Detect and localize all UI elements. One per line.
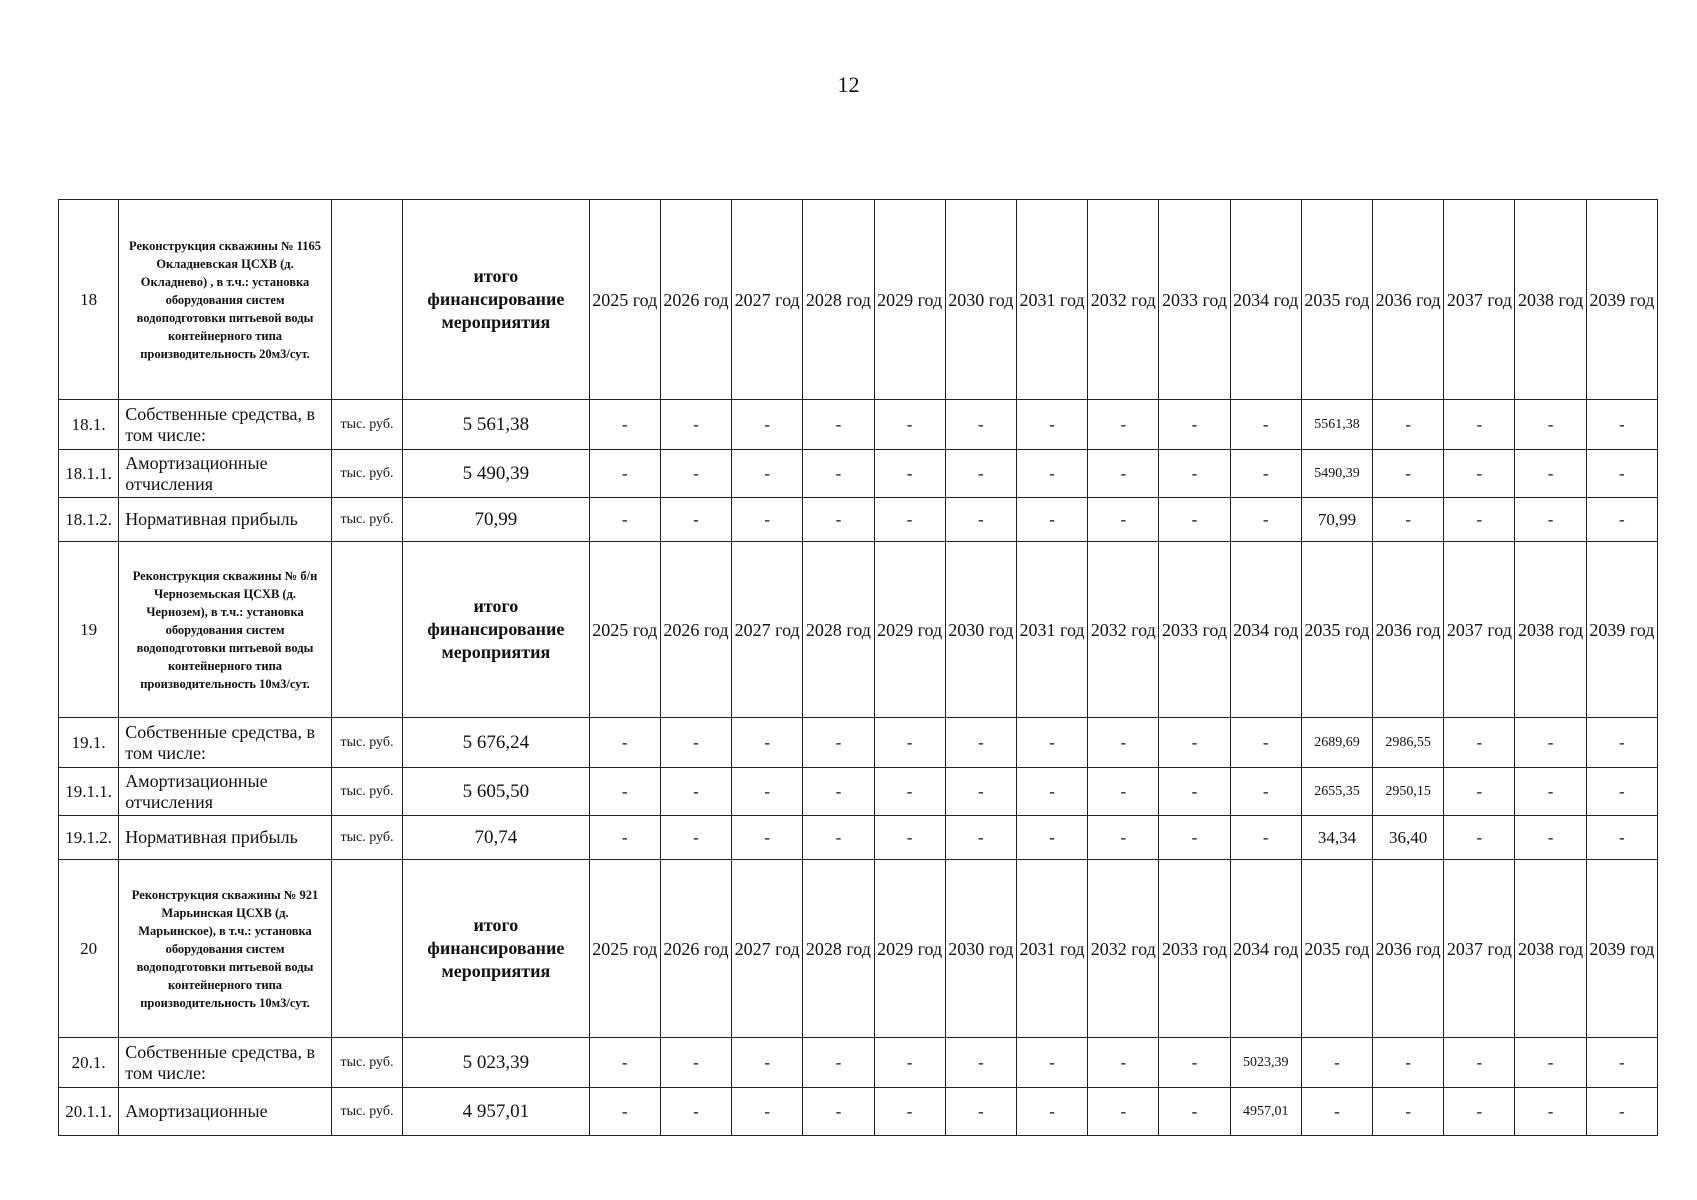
year-value: - (732, 768, 803, 816)
year-header: 2027 год (732, 542, 803, 718)
year-value: - (732, 816, 803, 860)
year-value: - (589, 400, 660, 450)
row-total: 5 561,38 (403, 400, 590, 450)
year-value: - (1444, 718, 1515, 768)
row-total: 70,74 (403, 816, 590, 860)
year-header: 2039 год (1586, 200, 1657, 400)
year-value: - (874, 1088, 945, 1136)
year-header: 2027 год (732, 200, 803, 400)
year-header: 2037 год (1444, 200, 1515, 400)
year-header: 2031 год (1016, 200, 1087, 400)
year-value: - (803, 498, 874, 542)
year-header: 2036 год (1373, 200, 1444, 400)
year-value: - (803, 450, 874, 498)
year-value: - (1515, 400, 1586, 450)
year-value: - (1515, 1088, 1586, 1136)
row-unit: тыс. руб. (331, 400, 402, 450)
year-value: - (1373, 1088, 1444, 1136)
row-number: 20.1. (59, 1038, 119, 1088)
year-value: - (1373, 450, 1444, 498)
year-value: - (803, 816, 874, 860)
year-value: 2655,35 (1301, 768, 1372, 816)
year-value: - (1088, 718, 1159, 768)
year-value: - (1088, 768, 1159, 816)
year-value: - (1586, 400, 1657, 450)
year-value: - (1444, 1088, 1515, 1136)
row-number: 19.1.1. (59, 768, 119, 816)
year-value: - (945, 1038, 1016, 1088)
year-value: - (1016, 450, 1087, 498)
year-value: - (1088, 450, 1159, 498)
row-number: 19.1. (59, 718, 119, 768)
year-value: - (1586, 1038, 1657, 1088)
table-row (59, 498, 1658, 542)
year-header: 2035 год (1301, 200, 1372, 400)
row-name: Собственные средства, в том числе: (119, 718, 332, 768)
row-total: 4 957,01 (403, 1088, 590, 1136)
year-value: - (1088, 1088, 1159, 1136)
year-value: - (1444, 498, 1515, 542)
year-value: - (1159, 816, 1230, 860)
year-header: 2039 год (1586, 542, 1657, 718)
year-header: 2030 год (945, 860, 1016, 1038)
year-value: - (803, 400, 874, 450)
section-title: Реконструкция скважины № 1165 Окладневская ЦСХВ (д. Окладнево) , в т.ч.: установка оборудования систем водоподготовки питьевой воды контейнерного типа производительность 20м3/сут. (119, 200, 332, 400)
section-header-row (59, 542, 1658, 718)
year-value: - (874, 718, 945, 768)
year-value: - (1230, 450, 1301, 498)
year-value: - (732, 400, 803, 450)
year-value: - (1088, 816, 1159, 860)
year-value: 4957,01 (1230, 1088, 1301, 1136)
year-value: - (1088, 498, 1159, 542)
section-number: 20 (59, 860, 119, 1038)
year-value: - (874, 498, 945, 542)
table-body (59, 200, 1658, 1136)
year-value: - (1515, 718, 1586, 768)
year-value: - (660, 498, 731, 542)
year-value: - (1444, 450, 1515, 498)
year-header: 2038 год (1515, 860, 1586, 1038)
year-value: - (945, 1088, 1016, 1136)
year-value: - (803, 718, 874, 768)
year-value: - (589, 450, 660, 498)
year-value: 70,99 (1301, 498, 1372, 542)
year-value: 5561,38 (1301, 400, 1372, 450)
year-value: - (589, 816, 660, 860)
year-header: 2027 год (732, 860, 803, 1038)
year-value: - (945, 718, 1016, 768)
year-value: - (1586, 450, 1657, 498)
year-value: - (803, 768, 874, 816)
year-header: 2028 год (803, 860, 874, 1038)
year-header: 2035 год (1301, 860, 1372, 1038)
unit-cell-empty (331, 200, 402, 400)
year-value: - (660, 400, 731, 450)
year-value: - (1515, 1038, 1586, 1088)
row-unit: тыс. руб. (331, 768, 402, 816)
year-header: 2031 год (1016, 542, 1087, 718)
year-value: - (874, 1038, 945, 1088)
row-unit: тыс. руб. (331, 450, 402, 498)
year-value: - (1301, 1088, 1372, 1136)
table-row (59, 400, 1658, 450)
year-value: - (660, 816, 731, 860)
section-header-row (59, 860, 1658, 1038)
year-value: - (1159, 450, 1230, 498)
year-value: - (1016, 498, 1087, 542)
year-header: 2034 год (1230, 860, 1301, 1038)
year-value: - (1230, 400, 1301, 450)
year-value: - (945, 400, 1016, 450)
row-unit: тыс. руб. (331, 718, 402, 768)
total-label: итого финансирование мероприятия (403, 542, 590, 718)
year-value: - (732, 1038, 803, 1088)
year-value: - (589, 498, 660, 542)
total-label: итого финансирование мероприятия (403, 200, 590, 400)
unit-cell-empty (331, 542, 402, 718)
year-value: - (1515, 450, 1586, 498)
year-value: - (589, 1088, 660, 1136)
row-name: Амортизационные отчисления (119, 450, 332, 498)
year-value: - (589, 768, 660, 816)
year-value: - (1016, 768, 1087, 816)
year-value: - (874, 816, 945, 860)
financing-table-wrap (58, 199, 1658, 1136)
year-header: 2029 год (874, 860, 945, 1038)
year-value: - (1016, 1038, 1087, 1088)
year-value: - (1159, 768, 1230, 816)
year-header: 2026 год (660, 860, 731, 1038)
year-value: - (1159, 1038, 1230, 1088)
year-value: 34,34 (1301, 816, 1372, 860)
year-header: 2034 год (1230, 542, 1301, 718)
row-total: 70,99 (403, 498, 590, 542)
year-value: - (1515, 498, 1586, 542)
year-header: 2030 год (945, 542, 1016, 718)
year-value: - (589, 718, 660, 768)
year-header: 2033 год (1159, 542, 1230, 718)
row-name: Нормативная прибыль (119, 816, 332, 860)
year-value: - (660, 768, 731, 816)
year-value: - (732, 1088, 803, 1136)
year-header: 2025 год (589, 200, 660, 400)
row-number: 20.1.1. (59, 1088, 119, 1136)
year-header: 2025 год (589, 542, 660, 718)
year-value: - (1230, 816, 1301, 860)
total-label: итого финансирование мероприятия (403, 860, 590, 1038)
year-value: - (1515, 768, 1586, 816)
row-unit: тыс. руб. (331, 1038, 402, 1088)
row-name: Амортизационные отчисления (119, 768, 332, 816)
year-header: 2032 год (1088, 860, 1159, 1038)
row-total: 5 605,50 (403, 768, 590, 816)
row-total: 5 490,39 (403, 450, 590, 498)
year-value: - (1016, 816, 1087, 860)
year-header: 2025 год (589, 860, 660, 1038)
year-header: 2029 год (874, 542, 945, 718)
year-value: - (874, 450, 945, 498)
year-value: - (1586, 768, 1657, 816)
year-value: - (732, 450, 803, 498)
row-unit: тыс. руб. (331, 498, 402, 542)
year-value: 2950,15 (1373, 768, 1444, 816)
year-value: - (660, 450, 731, 498)
year-header: 2026 год (660, 200, 731, 400)
section-number: 19 (59, 542, 119, 718)
row-unit: тыс. руб. (331, 1088, 402, 1136)
year-value: 36,40 (1373, 816, 1444, 860)
year-value: - (1159, 1088, 1230, 1136)
year-value: - (1088, 400, 1159, 450)
year-value: - (1444, 768, 1515, 816)
year-value: - (1586, 816, 1657, 860)
year-header: 2034 год (1230, 200, 1301, 400)
table-row (59, 1038, 1658, 1088)
year-header: 2037 год (1444, 860, 1515, 1038)
year-value: - (1301, 1038, 1372, 1088)
row-unit: тыс. руб. (331, 816, 402, 860)
year-value: - (732, 718, 803, 768)
year-value: - (1230, 718, 1301, 768)
table-row (59, 816, 1658, 860)
year-header: 2038 год (1515, 542, 1586, 718)
year-header: 2038 год (1515, 200, 1586, 400)
row-name: Собственные средства, в том числе: (119, 400, 332, 450)
row-name: Собственные средства, в том числе: (119, 1038, 332, 1088)
year-value: - (1444, 1038, 1515, 1088)
year-value: - (1088, 1038, 1159, 1088)
table-row (59, 1088, 1658, 1136)
year-header: 2036 год (1373, 542, 1444, 718)
year-header: 2033 год (1159, 200, 1230, 400)
section-header-row (59, 200, 1658, 400)
year-value: - (660, 718, 731, 768)
row-number: 19.1.2. (59, 816, 119, 860)
year-header: 2035 год (1301, 542, 1372, 718)
financing-table (58, 199, 1658, 1136)
year-value: - (1159, 718, 1230, 768)
year-header: 2032 год (1088, 542, 1159, 718)
year-header: 2037 год (1444, 542, 1515, 718)
section-title: Реконструкция скважины № 921 Марьинская ЦСХВ (д. Марьинское), в т.ч.: установка оборудования систем водоподготовки питьевой воды контейнерного типа производительность 10м3/сут. (119, 860, 332, 1038)
year-header: 2030 год (945, 200, 1016, 400)
year-value: - (660, 1088, 731, 1136)
page-number: 12 (837, 72, 860, 97)
row-name: Нормативная прибыль (119, 498, 332, 542)
year-value: - (1373, 400, 1444, 450)
year-value: - (874, 400, 945, 450)
row-total: 5 676,24 (403, 718, 590, 768)
year-value: - (589, 1038, 660, 1088)
year-header: 2028 год (803, 542, 874, 718)
year-value: 2689,69 (1301, 718, 1372, 768)
table-row (59, 768, 1658, 816)
year-value: - (1373, 1038, 1444, 1088)
year-value: - (660, 1038, 731, 1088)
year-header: 2039 год (1586, 860, 1657, 1038)
year-value: - (1159, 400, 1230, 450)
year-value: - (1586, 718, 1657, 768)
row-number: 18.1. (59, 400, 119, 450)
year-value: - (1586, 1088, 1657, 1136)
year-value: - (1016, 718, 1087, 768)
year-header: 2029 год (874, 200, 945, 400)
year-value: - (945, 768, 1016, 816)
year-value: - (1515, 816, 1586, 860)
year-value: - (945, 450, 1016, 498)
year-value: - (945, 498, 1016, 542)
year-value: - (1373, 498, 1444, 542)
year-header: 2036 год (1373, 860, 1444, 1038)
year-value: - (1230, 768, 1301, 816)
year-header: 2026 год (660, 542, 731, 718)
row-number: 18.1.2. (59, 498, 119, 542)
year-value: - (945, 816, 1016, 860)
table-row (59, 450, 1658, 498)
year-value: - (1159, 498, 1230, 542)
row-total: 5 023,39 (403, 1038, 590, 1088)
year-value: - (1016, 1088, 1087, 1136)
year-value: - (1444, 400, 1515, 450)
section-title: Реконструкция скважины № б/н Черноземьская ЦСХВ (д. Чернозем), в т.ч.: установка оборудования систем водоподготовки питьевой воды контейнерного типа производительность 10м3/сут. (119, 542, 332, 718)
table-row (59, 718, 1658, 768)
row-number: 18.1.1. (59, 450, 119, 498)
year-value: - (732, 498, 803, 542)
year-value: - (1016, 400, 1087, 450)
year-value: - (1586, 498, 1657, 542)
year-header: 2031 год (1016, 860, 1087, 1038)
year-value: 5490,39 (1301, 450, 1372, 498)
year-value: - (874, 768, 945, 816)
year-value: - (803, 1038, 874, 1088)
section-number: 18 (59, 200, 119, 400)
year-header: 2028 год (803, 200, 874, 400)
year-value: - (803, 1088, 874, 1136)
row-name: Амортизационные (119, 1088, 332, 1136)
year-value: 2986,55 (1373, 718, 1444, 768)
unit-cell-empty (331, 860, 402, 1038)
year-header: 2032 год (1088, 200, 1159, 400)
year-value: - (1230, 498, 1301, 542)
year-value: 5023,39 (1230, 1038, 1301, 1088)
year-value: - (1444, 816, 1515, 860)
year-header: 2033 год (1159, 860, 1230, 1038)
